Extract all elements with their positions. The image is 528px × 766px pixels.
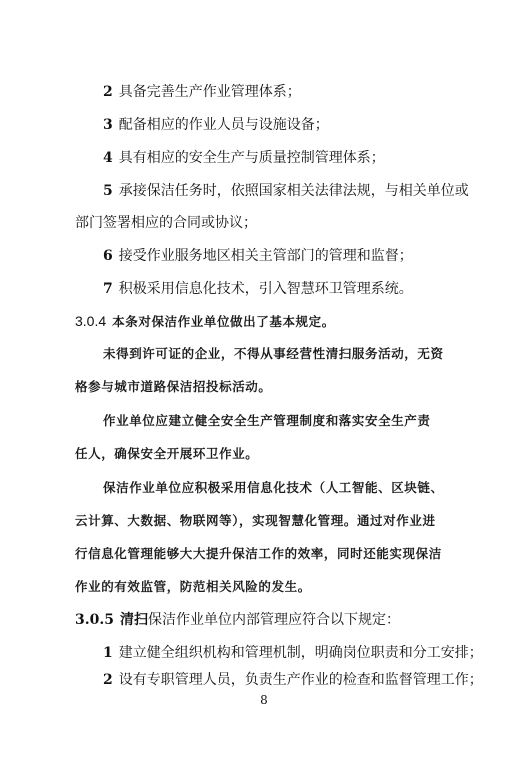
list-item: 6 接受作业服务地区相关主管部门的管理和监督； [103,248,413,264]
explanation-line: 未得到许可证的企业，不得从事经营性清扫服务活动，无资 [103,346,444,361]
explanation-line: 格参与城市道路保洁招投标活动。 [75,379,272,394]
clause-3-0-5 [0,610,528,630]
list-item: 5 承接保洁任务时，依照国家相关法律法规，与相关单位或 [103,183,469,199]
clause-text: 本条对保洁作业单位做出了基本规定。 [112,314,335,329]
list-item: 1 建立健全组织机构和管理机制，明确岗位职责和分工安排； [103,645,483,661]
list-item-continuation: 部门签署相应的合同或协议； [75,215,257,231]
explanation-line: 云计算、大数据、物联网等），实现智慧化管理。通过对作业进 [75,513,436,528]
list-item: 3 配备相应的作业人员与设施设备； [103,117,329,133]
explanation-line: 作业单位应建立健全安全生产管理制度和落实安全生产责 [103,413,431,428]
list-item: 2 设有专职管理人员，负责生产作业的检查和监督管理工作； [103,672,483,688]
list-item: 7 积极采用信息化技术，引入智慧环卫管理系统。 [103,281,413,297]
clause-number: 3.0.4 [75,313,107,329]
clause-strong-term: 清扫 [119,612,148,628]
clause-text: 保洁作业单位内部管理应符合以下规定： [147,612,400,628]
clause-3-0-4 [0,311,528,331]
explanation-line: 作业的有效监管，防范相关风险的发生。 [75,579,311,594]
page-number: 8 [260,693,268,707]
clause-number: 3.0.5 [75,612,114,628]
explanation-line: 行信息化管理能够大大提升保洁工作的效率，同时还能实现保洁 [75,546,442,561]
explanation-line: 任人，确保安全开展环卫作业。 [75,446,259,461]
list-item: 2 具备完善生产作业管理体系； [103,84,301,100]
list-item: 4 具有相应的安全生产与质量控制管理体系； [103,150,385,166]
explanation-line: 保洁作业单位应积极采用信息化技术（人工智能、区块链、 [103,480,444,495]
